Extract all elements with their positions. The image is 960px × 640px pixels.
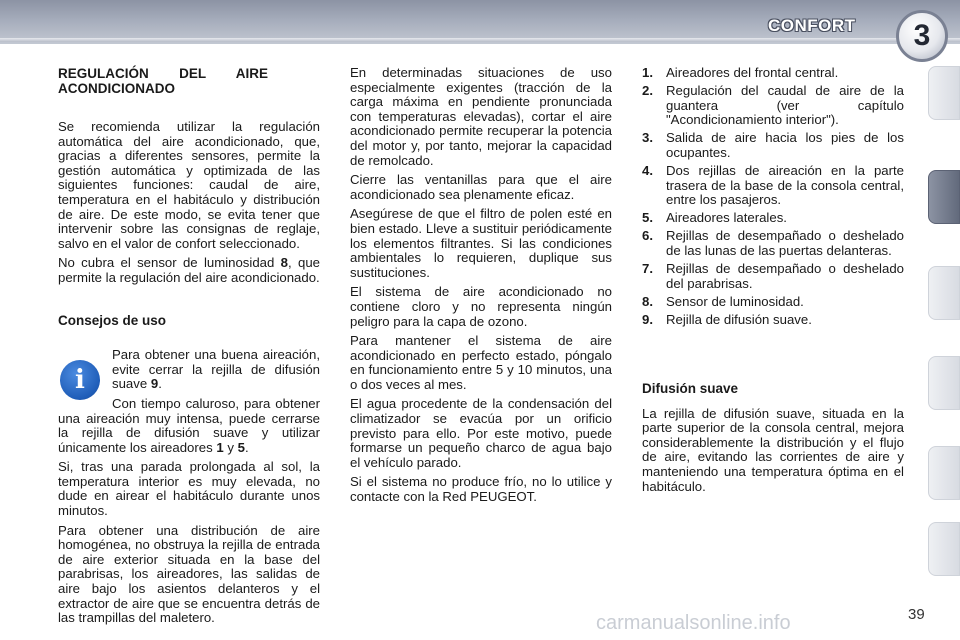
text: . bbox=[158, 376, 162, 392]
chapter-tab[interactable] bbox=[928, 446, 960, 500]
item-text: Aireadores del frontal central. bbox=[666, 65, 839, 80]
header-divider bbox=[0, 38, 960, 42]
diffusion-heading: Difusión suave bbox=[642, 381, 739, 396]
ref-number: 5 bbox=[237, 439, 245, 455]
info-icon: i bbox=[60, 360, 100, 400]
chapter-tab[interactable] bbox=[928, 356, 960, 410]
list-item bbox=[642, 164, 904, 208]
item-text: Rejillas de desempañado o deshelado del parabrisas. bbox=[666, 261, 904, 291]
text: . bbox=[244, 439, 249, 455]
list-item bbox=[642, 313, 904, 328]
item-text: Rejillas de desempañado o deshelado de las lunas de las puertas delanteras. bbox=[666, 228, 904, 259]
text: y bbox=[223, 439, 238, 455]
item-text: Regulación del caudal de aire de la guantera (ver capítulo "Acondicionamiento interior"). bbox=[666, 83, 904, 128]
ref-number: 8 bbox=[280, 255, 288, 271]
list-item bbox=[642, 262, 904, 291]
item-number: 6. bbox=[642, 228, 653, 244]
ref-number: 9 bbox=[150, 376, 159, 392]
diffusion-section bbox=[642, 382, 904, 499]
item-text: Aireadores laterales. bbox=[666, 210, 787, 226]
section-heading: REGULACIÓN DEL AIRE ACONDICIONADO bbox=[58, 66, 268, 96]
list-item bbox=[642, 211, 904, 226]
chapter-number: 3 bbox=[913, 19, 931, 52]
diffusion-paragraph: La rejilla de difusión suave, situada en la parte superior de la consola central, mejora considerablemente la distribución y el flujo de aire, evitando las corrientes de aire y manteniendo una temperatura óptima en el habitáculo. bbox=[642, 405, 904, 494]
paragraph: Cierre las ventanillas para que el aire acondicionado sea plenamente eficaz. bbox=[350, 172, 612, 202]
watermark: carmanualsonline.info bbox=[596, 612, 791, 634]
chapter-tabs bbox=[928, 66, 960, 576]
paragraph: En determinadas situaciones de uso especialmente exigentes (tracción de la carga máxima en pendiente pronunciada con temperaturas elevadas), cortar el aire acondicionado permite recuperar la potencia del motor y, por tanto, mejorar la capacidad de remolcado. bbox=[350, 65, 612, 168]
chapter-tab[interactable] bbox=[928, 522, 960, 576]
tips-heading: Consejos de uso bbox=[58, 312, 167, 328]
list-item bbox=[642, 66, 904, 81]
chapter-tab[interactable] bbox=[928, 266, 960, 320]
tip-paragraph bbox=[58, 397, 320, 455]
paragraph: Asegúrese de que el filtro de polen esté en bien estado. Lleve a sustituir periódicamente los elementos filtrantes. Si las condiciones ambientales lo requieren, duplique sus sustituciones. bbox=[350, 206, 612, 280]
item-number: 5. bbox=[642, 210, 653, 226]
chapter-tab-active[interactable] bbox=[928, 170, 960, 224]
item-number: 4. bbox=[642, 163, 653, 179]
item-number: 2. bbox=[642, 83, 653, 99]
page-number: 39 bbox=[908, 606, 925, 623]
item-text: Rejilla de difusión suave. bbox=[666, 311, 812, 327]
intro-paragraph: Se recomienda utilizar la regulación automática del aire acondicionado, que, gracias a diferentes sensores, permite la gestión automática y optimizada de las siguientes funciones: caudal de aire, temperatura en el habitáculo y distribución de aire. De este modo, se evita tener que intervenir sobre las consignas de reglaje, salvo en el valor de confort seleccionado. bbox=[58, 119, 320, 251]
paragraph: Para mantener el sistema de aire acondicionado en perfecto estado, póngalo en funcionamiento entre 5 y 10 minutos, una o dos veces al mes. bbox=[350, 333, 612, 392]
item-text: Salida de aire hacia los pies de los ocupantes. bbox=[666, 130, 904, 160]
middle-column bbox=[350, 66, 612, 510]
text: , que permite la regulación del aire acondicionado. bbox=[58, 255, 320, 285]
paragraph: El sistema de aire acondicionado no contiene cloro y no representa ningún peligro para la capa de ozono. bbox=[350, 284, 612, 329]
tip-paragraph: Si, tras una parada prolongada al sol, la temperatura interior es muy elevada, no dude en airear el habitáculo durante unos minutos. bbox=[58, 459, 320, 519]
item-text: Dos rejillas de aireación en la parte trasera de la base de la consola central, entre los pasajeros. bbox=[666, 163, 904, 208]
ref-number: 1 bbox=[216, 439, 224, 455]
list-item bbox=[642, 84, 904, 128]
list-item bbox=[642, 229, 904, 258]
sensor-paragraph bbox=[58, 256, 320, 285]
paragraph: Si el sistema no produce frío, no lo utilice y contacte con la Red PEUGEOT. bbox=[350, 474, 612, 505]
paragraph: El agua procedente de la condensación del climatizador se evacúa por un orificio previsto para ello. Por este motivo, puede formarse un pequeño charco de agua bajo el vehículo parado. bbox=[350, 396, 612, 470]
text: No cubra el sensor de luminosidad bbox=[58, 255, 281, 271]
list-item bbox=[642, 295, 904, 310]
item-number: 9. bbox=[642, 311, 653, 327]
text: Para obtener una buena aireación, evite cerrar la rejilla de difusión suave bbox=[112, 347, 320, 392]
chapter-tab[interactable] bbox=[928, 66, 960, 120]
item-number: 3. bbox=[642, 130, 653, 146]
section-title: CONFORT bbox=[768, 16, 856, 35]
left-column bbox=[58, 66, 320, 631]
text: Con tiempo caluroso, para obtener una aireación muy intensa, puede cerrarse la rejilla de difusión suave y utilizar únicamente los aireadores bbox=[58, 395, 320, 455]
chapter-badge bbox=[896, 10, 948, 62]
item-number: 1. bbox=[642, 65, 653, 80]
item-number: 7. bbox=[642, 261, 653, 277]
item-number: 8. bbox=[642, 293, 653, 309]
list-item bbox=[642, 131, 904, 160]
item-text: Sensor de luminosidad. bbox=[666, 293, 804, 309]
vent-list bbox=[642, 66, 904, 331]
tip-paragraph: Para obtener una distribución de aire homogénea, no obstruya la rejilla de entrada de aire exterior situada en la base del parabrisas, los aireadores, las salidas de aire bajo los asientos delanteros y el extractor de aire que se encuentra detrás de las trampillas del maletero. bbox=[58, 522, 320, 626]
